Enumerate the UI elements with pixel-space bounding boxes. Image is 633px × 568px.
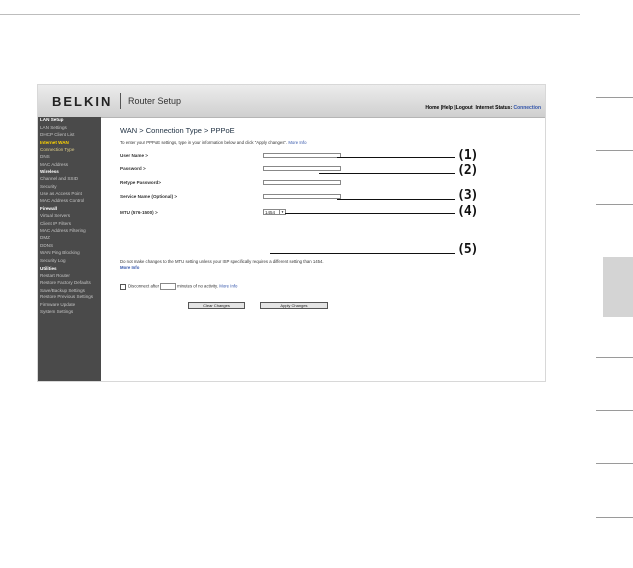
sidebar-item[interactable]: Security Log <box>40 258 66 263</box>
sidebar-item[interactable]: LAN Settings <box>40 125 67 130</box>
sidebar <box>38 117 101 382</box>
callout-leader-3 <box>337 199 455 200</box>
disconnect-prefix: Disconnect after <box>128 283 160 289</box>
sidebar-item[interactable]: WAN Ping Blocking <box>40 250 80 255</box>
callout-4: (4) <box>457 204 478 219</box>
sidebar-item[interactable]: DMZ <box>40 235 50 240</box>
callout-leader-4 <box>285 213 455 214</box>
belkin-logo: BELKIN <box>52 94 113 109</box>
sidebar-item[interactable]: Restart Router <box>40 273 70 278</box>
mtu-select[interactable] <box>263 209 286 215</box>
username-label: User Name > <box>120 153 148 158</box>
section-tab-3 <box>596 204 633 205</box>
service-name-input[interactable] <box>263 194 341 199</box>
sidebar-item[interactable]: Utilities <box>40 266 57 271</box>
section-tab-7 <box>596 463 633 464</box>
section-tab-5 <box>596 357 633 358</box>
header-links <box>425 105 541 111</box>
password-label: Password > <box>120 166 146 171</box>
section-tab-2 <box>596 150 633 151</box>
sidebar-item[interactable]: MAC Address Control <box>40 198 85 203</box>
clear-changes-button[interactable]: Clear Changes <box>188 302 245 309</box>
section-tab-1 <box>596 97 633 98</box>
disconnect-more-info-link[interactable]: More Info <box>219 283 238 289</box>
sidebar-item[interactable]: MAC Address <box>40 162 69 167</box>
callout-3: (3) <box>457 188 478 203</box>
callout-leader-1 <box>337 157 455 158</box>
app-title: Router Setup <box>128 96 182 106</box>
sidebar-item[interactable]: Security <box>40 184 57 189</box>
disconnect-suffix: minutes of no activity. <box>177 283 219 289</box>
sidebar-item[interactable]: System Settings <box>40 309 74 314</box>
service-name-label: Service Name (Optional) > <box>120 194 178 199</box>
home-help-logout-links[interactable]: Home |Help |Logout <box>425 105 473 111</box>
section-tab-6 <box>596 410 633 411</box>
password-input[interactable] <box>263 166 341 171</box>
intro-sentence: To enter your PPPoE settings, type in your information below and click "Apply changes". <box>120 140 288 145</box>
callout-1: (1) <box>457 148 478 163</box>
callout-leader-2 <box>319 173 455 174</box>
sidebar-item[interactable]: Restore Factory Defaults <box>40 280 91 285</box>
logo-separator <box>120 93 121 109</box>
sidebar-item[interactable]: Firmware Update <box>40 302 76 307</box>
sidebar-item[interactable]: Use as Access Point <box>40 191 82 196</box>
disconnect-row <box>120 283 237 290</box>
callout-2: (2) <box>457 163 478 178</box>
sidebar-item[interactable]: Connection Type <box>40 147 75 152</box>
sidebar-item[interactable]: MAC Address Filtering <box>40 228 86 233</box>
sidebar-item[interactable]: Restore Previous Settings <box>40 294 94 299</box>
internet-status-label: Internet Status: <box>475 105 513 111</box>
sidebar-item[interactable]: LAN Setup <box>40 117 64 122</box>
sidebar-item[interactable]: Save/Backup Settings <box>40 288 85 293</box>
header-bar <box>38 85 546 118</box>
sidebar-item[interactable]: Channel and SSID <box>40 176 79 181</box>
top-rule <box>0 14 580 15</box>
sidebar-item[interactable]: Client IP Filters <box>40 221 72 226</box>
chevron-down-icon: ▼ <box>281 210 284 214</box>
section-tab-active <box>603 257 633 317</box>
sidebar-item[interactable]: Wireless <box>40 169 59 174</box>
username-input[interactable] <box>263 153 341 158</box>
apply-changes-button[interactable]: Apply Changes <box>260 302 328 309</box>
main-content <box>108 117 545 382</box>
sidebar-item[interactable]: Firewall <box>40 206 58 211</box>
disconnect-checkbox[interactable] <box>120 284 126 290</box>
intro-more-info-link[interactable]: More Info <box>288 140 307 145</box>
retype-password-input[interactable] <box>263 180 341 185</box>
sidebar-item[interactable]: DNS <box>40 154 50 159</box>
sidebar-item[interactable]: Internet WAN <box>40 140 69 145</box>
intro-text <box>120 140 307 145</box>
idle-minutes-input[interactable] <box>160 283 176 290</box>
mtu-label: MTU (576-1500) > <box>120 210 158 215</box>
mtu-value: 1454 <box>265 210 276 215</box>
callout-leader-5 <box>270 253 455 254</box>
internet-status-value: Connection <box>513 105 541 111</box>
retype-password-label: Retype Password> <box>120 180 161 185</box>
sidebar-item[interactable]: Virtual Servers <box>40 213 71 218</box>
section-tab-8 <box>596 517 633 518</box>
page-title: WAN > Connection Type > PPPoE <box>120 126 235 135</box>
sidebar-item[interactable]: DHCP Client List <box>40 132 75 137</box>
sidebar-item[interactable]: DDNS <box>40 243 54 248</box>
router-setup-screenshot <box>37 84 546 382</box>
callout-5: (5) <box>457 242 478 257</box>
mtu-more-info-link[interactable]: More Info <box>120 265 140 270</box>
mtu-note: Do not make changes to the MTU setting unless your ISP specifically requires a different setting than 1454. <box>120 259 324 264</box>
